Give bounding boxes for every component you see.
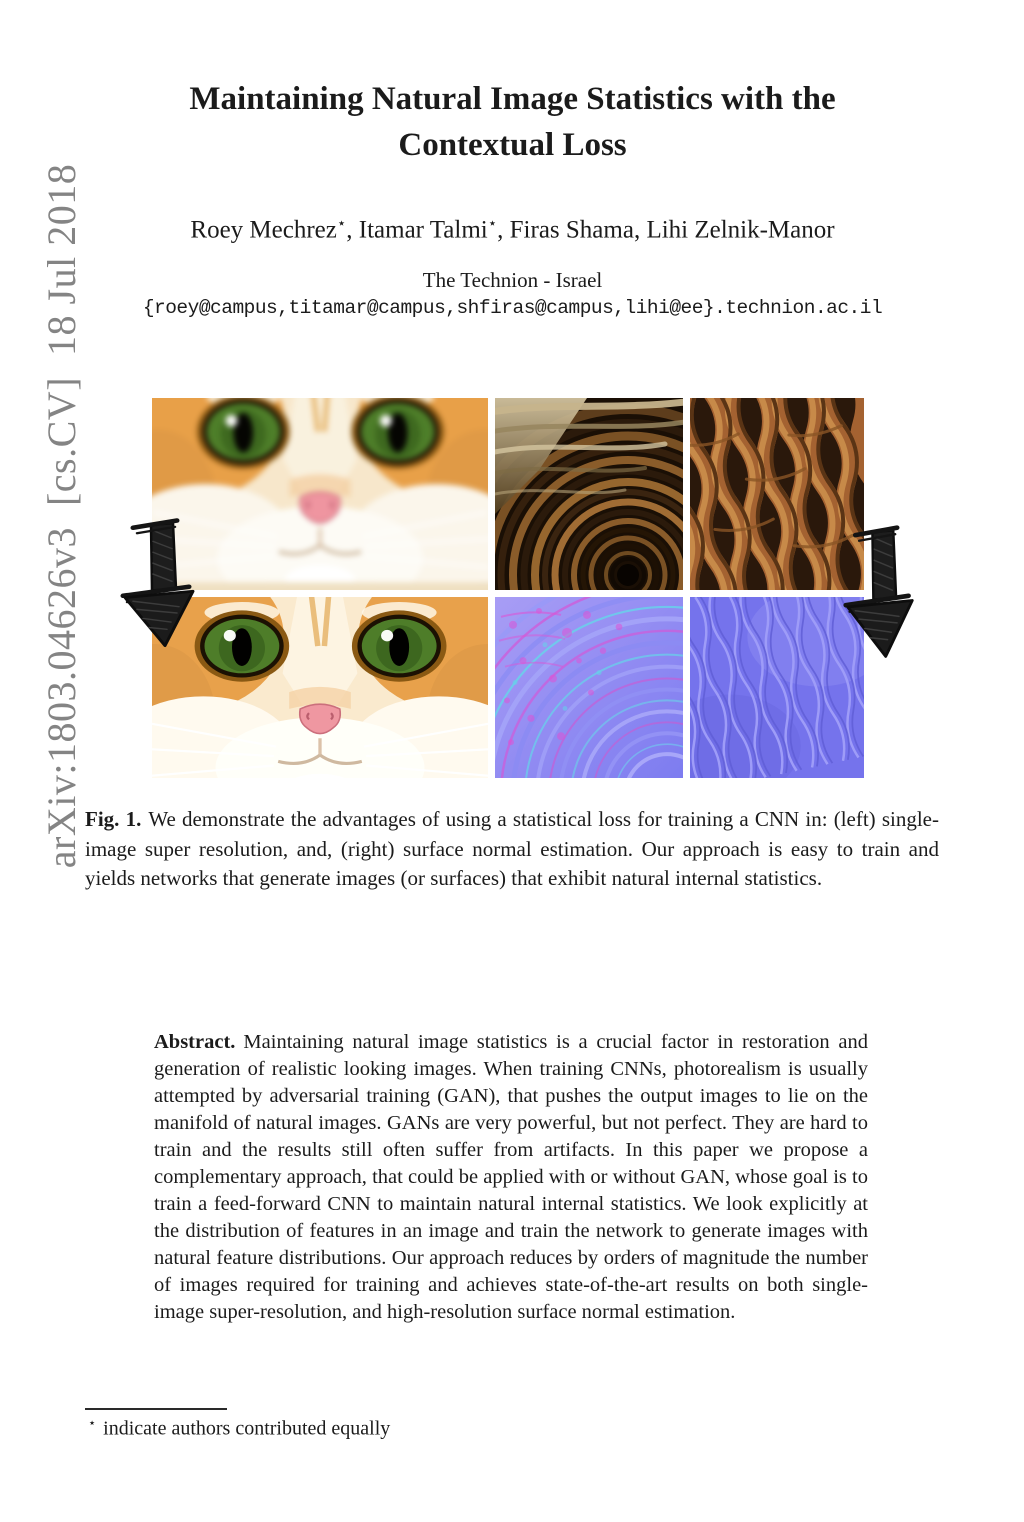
abstract-text: Maintaining natural image statistics is a crucial factor in restoration and generation of realistic looking images. When training CNNs, photorealism is usually attempted by adversarial training (GAN), that pushes the output images to lie on the manifold of natural images. GANs are very powerful, but not perfect. They are hard to train and the results still often suffer from artifacts. In this paper we propose a complementary approach, that could be applied with or without GAN, whose goal is to train a feed-forward CNN to maintain natural internal statistics. We look explicitly at the distribution of features in an image and train the network to generate images with natural feature distributions. Our approach reduces by orders of magnitude the number of images required for training and achieves state-of-the-art results on both single-image super-resolution, and high-resolution surface normal estimation. [154, 1031, 868, 1323]
wood-rings-art [495, 398, 683, 590]
wood-normal-map-image [495, 597, 683, 778]
figure-caption [85, 805, 939, 894]
abstract [154, 1029, 868, 1326]
wood-normal-map-art [495, 597, 683, 778]
sketch-arrow-down-left-icon [119, 516, 199, 652]
equal-contribution-star: ⋆ [487, 216, 498, 232]
cat-face-art [152, 398, 488, 582]
author-name: Roey Mechrez [190, 216, 337, 244]
rope-weave-art [690, 398, 864, 590]
footnote-text: indicate authors contributed equally [103, 1417, 391, 1440]
rope-normal-map-art [690, 597, 864, 778]
author-name: Itamar Talmi [358, 216, 488, 244]
author-emails: {roey@campus,titamar@campus,shfiras@campus,lihi@ee}.technion.ac.il [142, 297, 883, 319]
author-separator: , [633, 216, 647, 244]
figure-caption-label: Fig. 1. [85, 807, 142, 831]
author-separator: , [346, 216, 359, 244]
footnote-rule [85, 1408, 227, 1410]
rope-texture-image [690, 398, 864, 590]
cat-lowres-input-image [152, 398, 488, 590]
author-name: Firas Shama [509, 216, 634, 244]
author-list [85, 214, 940, 244]
sketch-arrow-down-right-icon [842, 523, 918, 663]
wood-texture-image [495, 398, 683, 590]
figure-caption-text: We demonstrate the advantages of using a statistical loss for training a CNN in: (left) single-image super resolution, and, (right) surface normal estimation. Our approach is easy to train and yields networks that generate images (or surfaces) that exhibit natural internal statistics. [85, 807, 939, 890]
paper-title-line-2: Contextual Loss [398, 127, 627, 163]
cat-face-art [152, 597, 488, 778]
footnote-star-marker: ⋆ [88, 1415, 97, 1430]
footnote [88, 1415, 728, 1441]
author-separator: , [497, 216, 510, 244]
affiliation: The Technion - Israel [422, 268, 603, 292]
equal-contribution-star: ⋆ [336, 216, 347, 232]
paper-title-line-1: Maintaining Natural Image Statistics with the [189, 81, 836, 117]
author-name: Lihi Zelnik-Manor [646, 216, 835, 244]
abstract-label: Abstract. [154, 1031, 236, 1053]
paper-title [85, 76, 940, 168]
rope-normal-map-image [690, 597, 864, 778]
arxiv-stamp-label: arXiv:1803.04626v3 [cs.CV] 18 Jul 2018 [39, 163, 84, 869]
cat-superres-output-image [152, 597, 488, 778]
